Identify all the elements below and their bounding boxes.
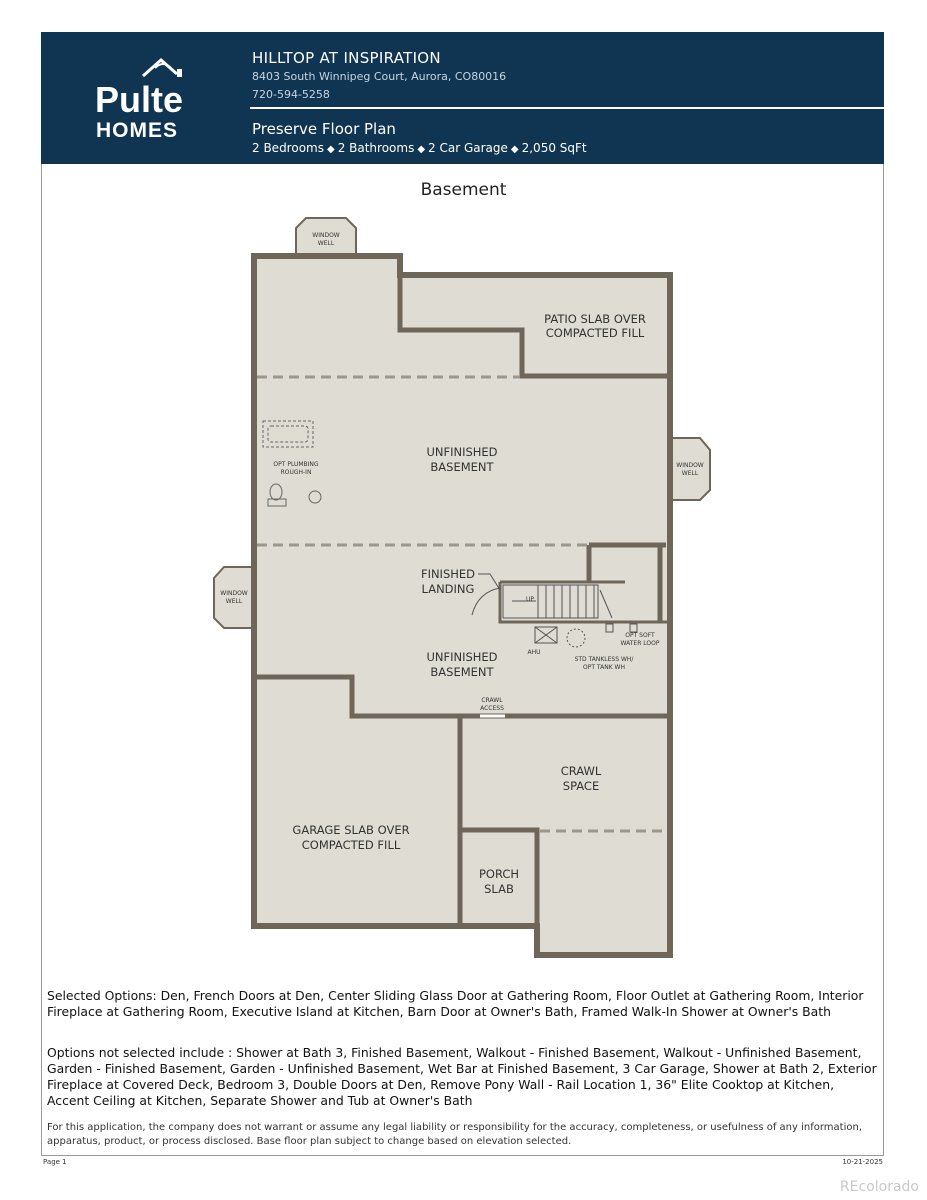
svg-text:BASEMENT: BASEMENT — [430, 665, 494, 679]
svg-text:WELL: WELL — [681, 470, 699, 477]
plan-name: Preserve Floor Plan — [252, 120, 396, 138]
crawl-space-label: CRAWL — [560, 764, 602, 778]
spec-sqft: 2,050 SqFt — [521, 141, 587, 155]
community-phone: 720-594-5258 — [252, 88, 330, 101]
soft-water-label: OPT SOFT — [625, 632, 655, 639]
water-heater-label: STD TANKLESS WH/ — [574, 656, 634, 663]
unfinished-basement-label-2: UNFINISHED — [426, 650, 498, 664]
svg-text:WELL: WELL — [317, 240, 335, 247]
svg-text:BASEMENT: BASEMENT — [430, 460, 494, 474]
diamond-icon: ◆ — [510, 144, 519, 155]
spec-bathrooms: 2 Bathrooms — [337, 141, 415, 155]
basement-floor-plan — [200, 210, 730, 970]
pulte-homes-logo — [91, 54, 201, 144]
selected-options: Selected Options: Den, French Doors at Den, Center Sliding Glass Door at Gathering Room, Floor Outlet at Gathering Room, Interior Fireplace at Gathering Room, Executive Island at Kitchen, Barn Door at Owner's Bath, Framed Walk-In Shower at Owner's Bath — [47, 988, 864, 1019]
window-well-right — [670, 438, 710, 500]
header-banner — [41, 32, 884, 164]
diamond-icon: ◆ — [417, 144, 426, 155]
logo-text-top: Pulte — [95, 79, 184, 120]
stairs-up-label: UP — [525, 596, 535, 603]
ahu-label: AHU — [527, 649, 541, 656]
recolorado-watermark: REcolorado — [839, 1179, 919, 1195]
header-divider — [250, 107, 884, 109]
finished-landing-label: FINISHED — [420, 567, 476, 581]
spec-bedrooms: 2 Bedrooms — [252, 141, 324, 155]
svg-text:WATER LOOP: WATER LOOP — [620, 640, 660, 647]
disclaimer: For this application, the company does not warrant or assume any legal liability or responsibility for the accuracy, completeness, or usefulness of any information, apparatus, product, or process disclosed. Base floor plan subject to change based on elevation selected. — [47, 1122, 862, 1147]
logo-text-bottom: HOMES — [96, 119, 179, 142]
window-well-top — [296, 218, 356, 255]
spec-garage: 2 Car Garage — [428, 141, 508, 155]
unfinished-basement-label: UNFINISHED — [426, 445, 498, 459]
porch-slab-label: PORCH — [478, 867, 520, 881]
patio-slab-label: PATIO SLAB OVER — [544, 312, 646, 326]
svg-text:COMPACTED FILL: COMPACTED FILL — [545, 326, 645, 340]
garage-slab-label: GARAGE SLAB OVER — [292, 823, 410, 837]
opt-plumbing-label: OPT PLUMBING — [273, 461, 319, 468]
svg-text:ROUGH-IN: ROUGH-IN — [280, 469, 312, 476]
not-selected-options: Options not selected include : Shower at Bath 3, Finished Basement, Walkout - Finished Basement, Walkout - Unfinished Basement, Garden - Finished Basement, Garden - Unfinished Basement, Wet Bar at Finished Basement, 3 Car Garage, Shower at Bath 2, Exterior Fireplace at Covered Deck, Bedroom 3, Double Doors at Den, Remove Pony Wall - Rail Location 1, 36" Elite Cooktop at Kitchen, Accent Ceiling at Kitchen, Separate Shower and Tub at Owner's Bath — [47, 1045, 877, 1108]
svg-text:SPACE: SPACE — [562, 779, 600, 793]
plan-specs — [252, 141, 587, 155]
svg-text:WINDOW: WINDOW — [220, 590, 248, 597]
svg-text:COMPACTED FILL: COMPACTED FILL — [301, 838, 401, 852]
community-address: 8403 South Winnipeg Court, Aurora, CO80016 — [252, 70, 507, 83]
svg-text:WINDOW: WINDOW — [312, 232, 340, 239]
crawl-access-label: CRAWL — [481, 697, 503, 704]
svg-text:LANDING: LANDING — [421, 582, 475, 596]
window-well-left — [214, 567, 254, 628]
svg-text:WELL: WELL — [225, 598, 243, 605]
diamond-icon: ◆ — [326, 144, 335, 155]
svg-text:OPT TANK WH: OPT TANK WH — [583, 664, 625, 671]
document-date: 10-21-2025 — [842, 1158, 883, 1166]
page-number: Page 1 — [43, 1158, 67, 1166]
svg-text:ACCESS: ACCESS — [480, 705, 504, 712]
community-name: HILLTOP AT INSPIRATION — [252, 49, 441, 67]
level-title: Basement — [420, 180, 507, 200]
svg-text:SLAB: SLAB — [484, 882, 514, 896]
svg-text:WINDOW: WINDOW — [676, 462, 704, 469]
